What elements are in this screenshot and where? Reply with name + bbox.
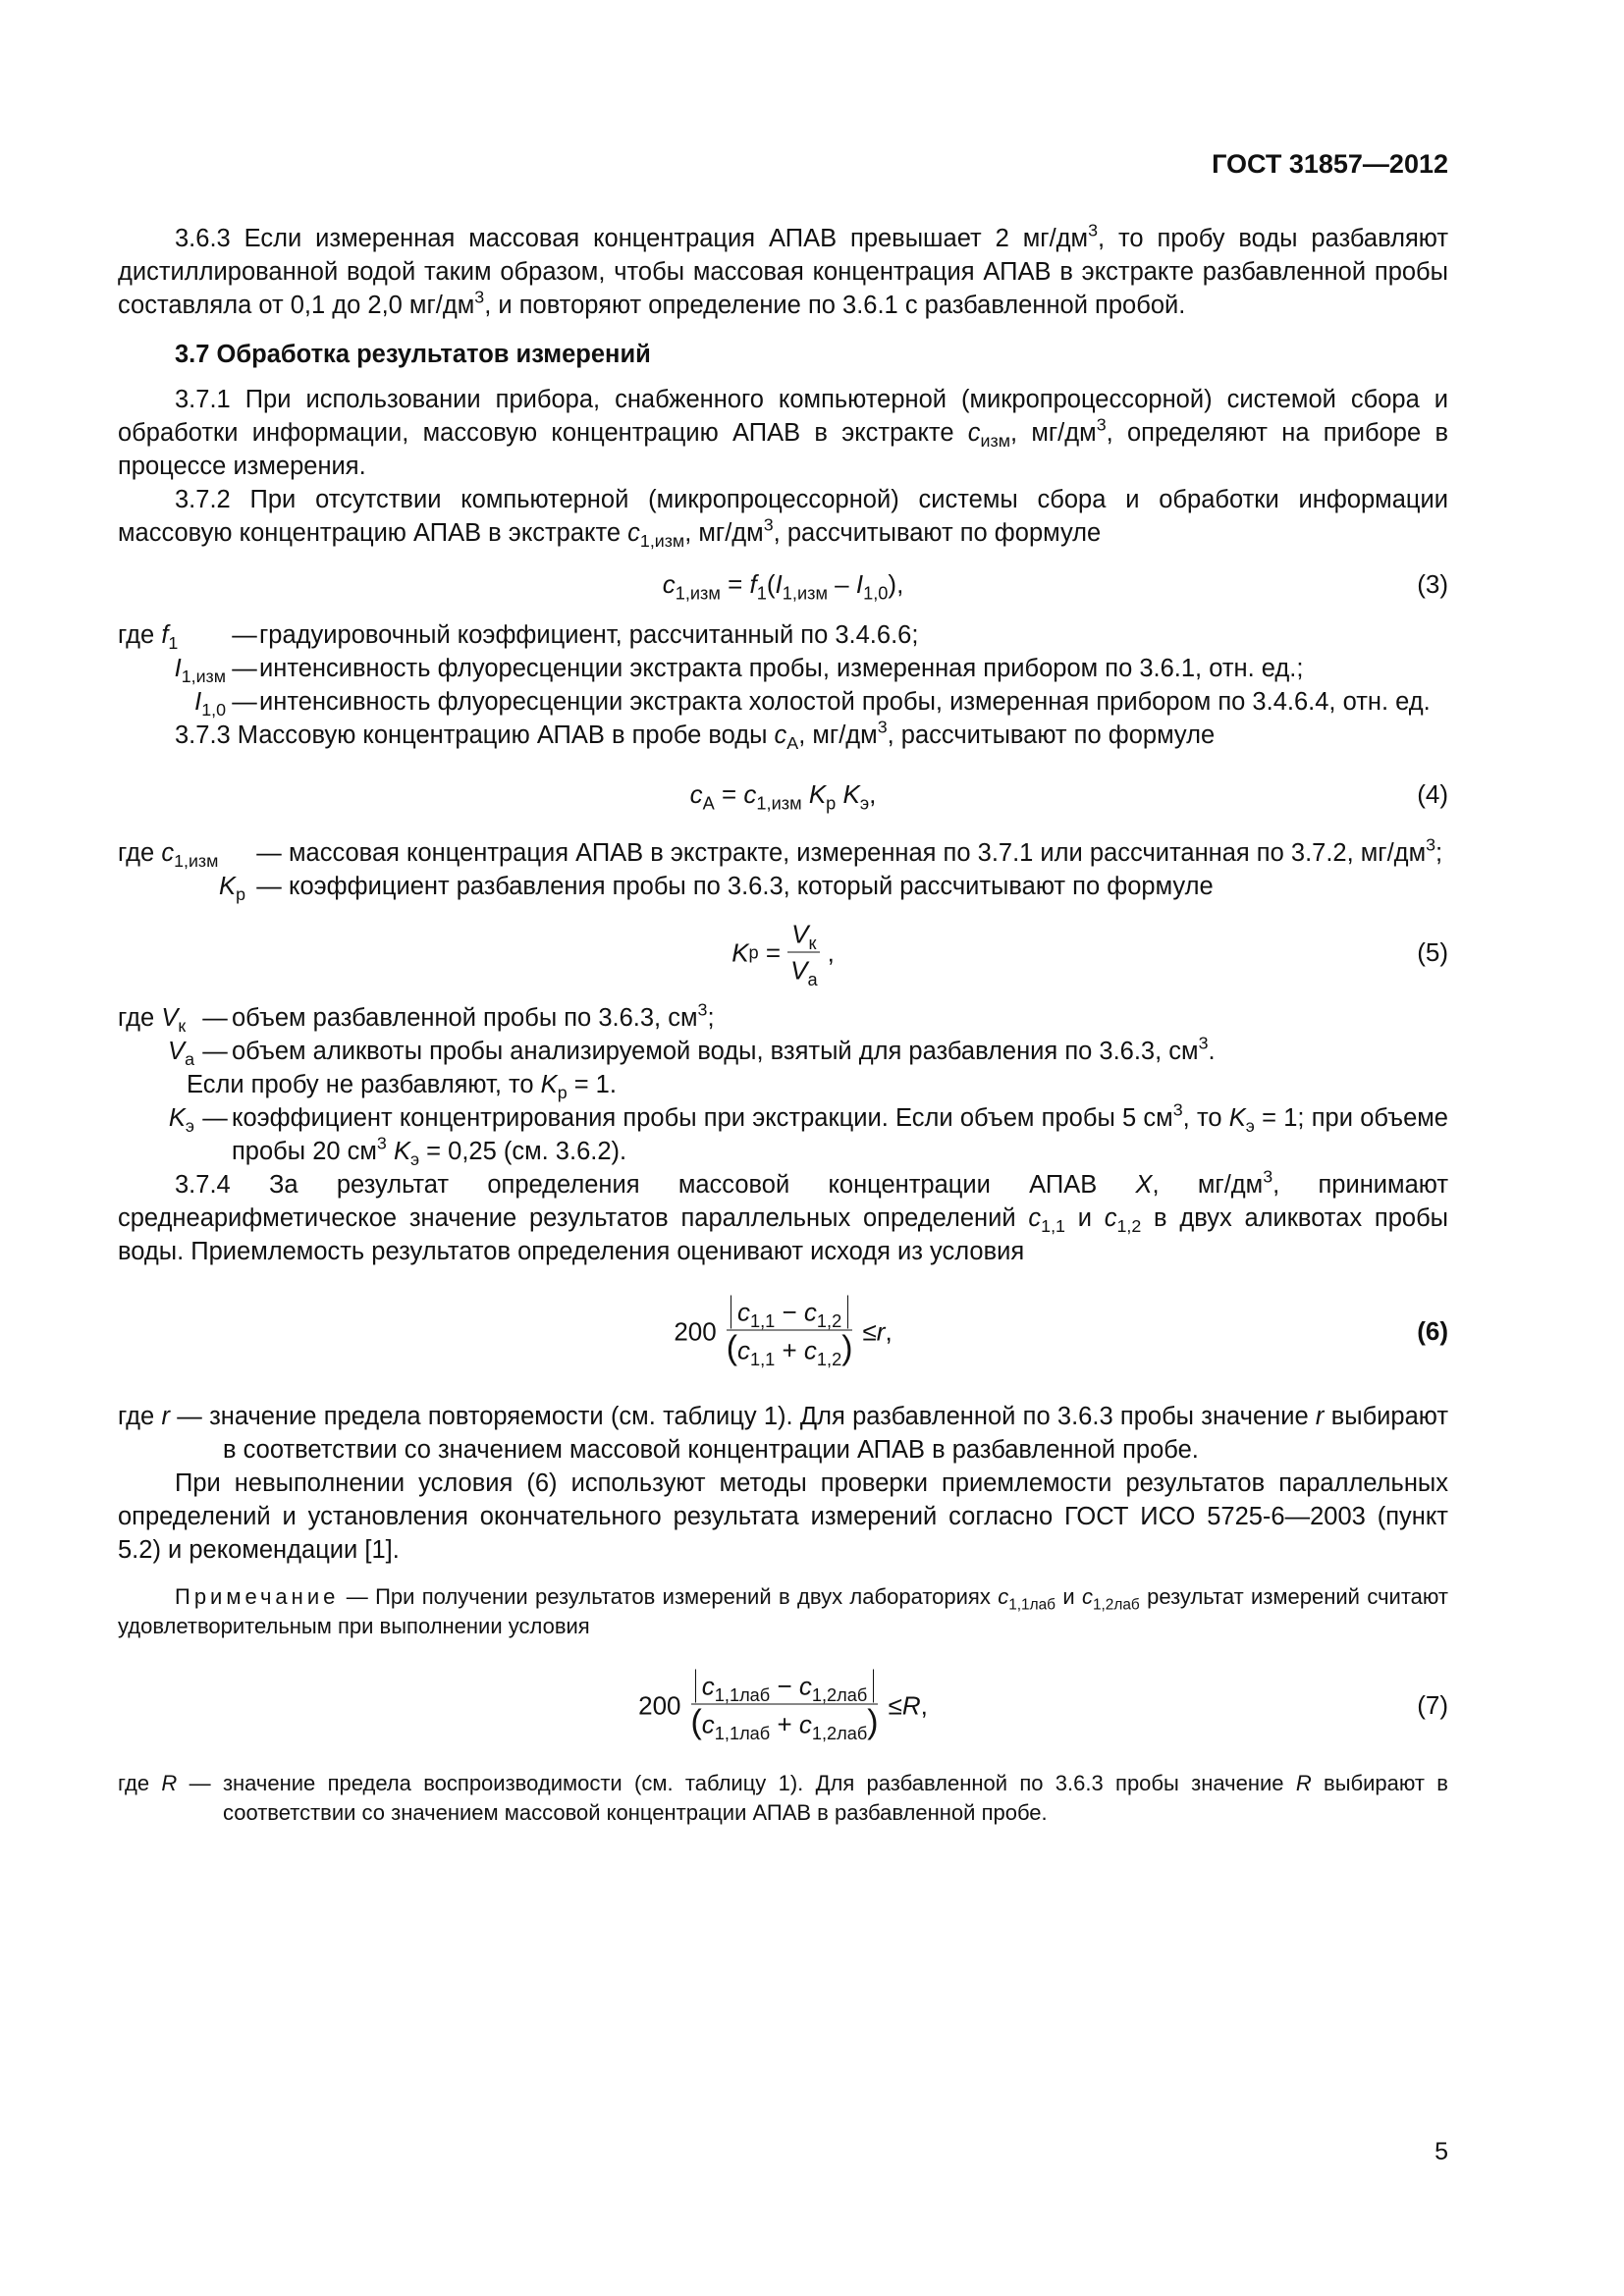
where-Kp: $K_р$ — коэффициент разбавления пробы по 3.6.3, который рассчитывают по формуле — [219, 873, 1214, 905]
paragraph-fail-condition: При невыполнении условия (6) используют методы проверки приемлемости результатов параллельных определений и установления окончательного результата измерений согласно ГОСТ ИСО 5725-6—2003 (пункт 5.2) и рекомендации [1]. — [118, 1469, 1448, 1564]
where-c1izm: где $c_{1,изм}$ — массовая концентрация АПАВ в экстракте, измеренная по 3.7.1 или рассчитанная по 3.7.2, $мг/дм^3$; — [118, 834, 1443, 872]
section-heading-3-7: 3.7 Обработка результатов измерений — [175, 341, 651, 368]
formula-7 — [118, 1641, 1448, 1769]
formula-5 — [118, 903, 1448, 1001]
formula-3-number: (3) — [1417, 569, 1448, 599]
where-f1: где $f_1$ — градуировочный коэффициент, рассчитанный по 3.4.6.6; — [118, 621, 919, 654]
page-number: 5 — [1435, 2138, 1448, 2165]
no-dilution-note: Если пробу не разбавляют, то $K_р = 1$. — [187, 1071, 617, 1103]
formula-7-number: (7) — [1417, 1690, 1448, 1720]
formula-6-number: (6) — [1417, 1316, 1448, 1346]
standard-header: ГОСТ 31857—2012 — [1212, 149, 1448, 179]
where-Vk: где $V_к$ — объем разбавленной пробы по 3.6.3, $см^3$; — [118, 999, 715, 1037]
formula-3 — [118, 550, 1448, 618]
note-paragraph: Примечание — При получении результатов измерений в двух лабораториях $c_{1,1лаб}$ и $c_{1,2лаб}$ результат измерений считают удовлетворительным при выполнении условия — [118, 1584, 1448, 1638]
paragraph-3-7-3: 3.7.3 Массовую концентрацию АПАВ в пробе воды $c_А$, $мг/дм^3$, рассчитывают по формуле — [175, 717, 1216, 754]
formula-6-body: 200 $\frac{c_{1,1} - c_{1,2}}{(c_{1,1} + c_{1,2})}$ ≤ r , — [674, 1297, 893, 1369]
formula-7-body: 200 $\frac{c_{1,1лаб} - c_{1,2лаб}}{(c_{1,1лаб} + c_{1,2лаб})}$ ≤ R , — [638, 1671, 928, 1743]
formula-7-fraction: $\frac{c_{1,1лаб} - c_{1,2лаб}}{(c_{1,1лаб} + c_{1,2лаб})}$ — [690, 1671, 879, 1743]
formula-3-body: $c_{1,изм} = f_1(I_{1,изм} - I_{1,0})$, — [662, 569, 904, 604]
paragraph-3-7-4: 3.7.4 За результат определения массовой концентрации АПАВ X, $мг/дм^3$, принимают среднеарифметическое значение результатов параллельных определений $c_{1,1}$ и $c_{1,2}$ в двух аликвотах пробы воды. Приемлемость результатов определения оценивают исходя из условия — [118, 1166, 1449, 1265]
formula-5-fraction: $\frac{V_к}{V_а}$ — [786, 918, 821, 988]
paragraph-3-6-3: 3.6.3 Если измеренная массовая концентрация АПАВ превышает 2 $мг/дм^3$, то пробу воды разбавляют дистиллированной водой таким образом, чтобы массовая концентрация АПАВ в экстракте разбавленной пробы составляла от 0,1 до 2,0 $мг/дм^3$, и повторяют определение по 3.6.1 с разбавленной пробой. — [118, 220, 1449, 319]
formula-5-body: K р = $\frac{V_к}{V_а}$ , — [731, 919, 835, 989]
formula-6 — [118, 1268, 1448, 1394]
where-Ke: $K_э$ — коэффициент концентрирования пробы при экстракции. Если объем пробы 5 $см^3$, то $K_э = 1$; при объеме пробы 20 $см^3$ $K_э = 0,25$ (см. 3.6.2). — [168, 1099, 1448, 1170]
formula-4 — [118, 752, 1448, 836]
where-I10: $I_{1,0}$ — интенсивность флуоресценции экстракта холостой пробы, измеренная прибором по 3.4.6.4, отн. ед. — [194, 688, 1431, 721]
paragraph-3-7-1: 3.7.1 При использовании прибора, снабженного компьютерной (микропроцессорной) системой сбора и обработки информации, массовую концентрацию АПАВ в экстракте $c_{изм}$, $мг/дм^3$, определяют на приборе в процессе измерения. — [118, 386, 1449, 480]
formula-6-fraction: $\frac{c_{1,1} - c_{1,2}}{(c_{1,1} + c_{1,2})}$ — [726, 1297, 853, 1369]
formula-5-number: (5) — [1417, 937, 1448, 967]
formula-4-number: (4) — [1417, 779, 1448, 809]
where-Va: $V_а$ — объем аликвоты пробы анализируемой воды, взятый для разбавления по 3.6.3, $см^3$. — [168, 1033, 1216, 1070]
paragraph-3-7-2: 3.7.2 При отсутствии компьютерной (микропроцессорной) системы сбора и обработки информации массовую концентрацию АПАВ в экстракте $c_{1,изм}$, $мг/дм^3$, рассчитывают по формуле — [118, 486, 1448, 552]
page-content — [118, 222, 1448, 1828]
formula-4-body: $c_А = c_{1,изм}$ $K_р$ $K_э$, — [689, 779, 877, 814]
where-I1izm: $I_{1,изм}$ — интенсивность флуоресценции экстракта пробы, измеренная прибором по 3.6.1, отн. ед.; — [174, 655, 1304, 687]
where-R: где R — значение предела воспроизводимости (см. таблицу 1). Для разбавленной по 3.6.3 пробы значение R выбирают в соответствии со значением массовой концентрации АПАВ в разбавленной пробе. — [118, 1771, 1448, 1825]
where-r: где r — значение предела повторяемости (см. таблицу 1). Для разбавленной по 3.6.3 пробы значение r выбирают в соответствии со значением массовой концентрации АПАВ в разбавленной пробе. — [118, 1403, 1449, 1464]
